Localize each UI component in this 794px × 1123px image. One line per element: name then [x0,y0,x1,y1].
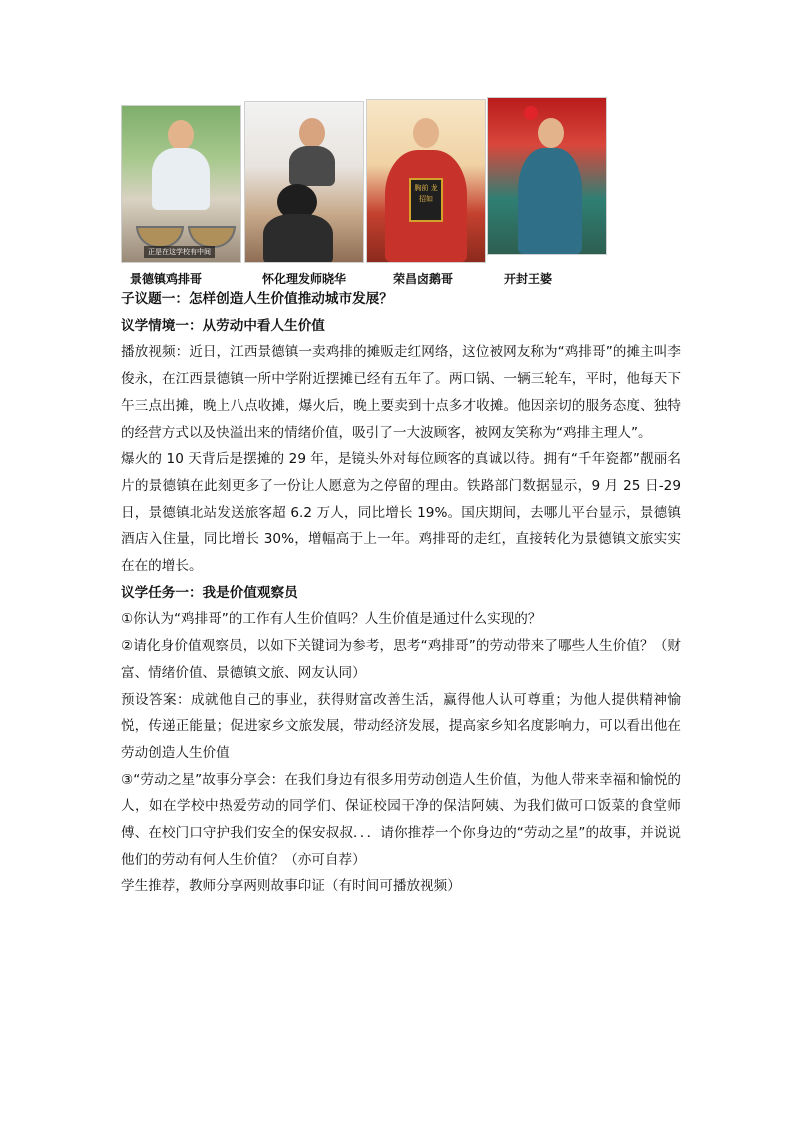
barber-body [289,146,335,186]
task-title: 议学任务一：我是价值观察员 [121,584,298,601]
data-paragraph: 爆火的 10 天背后是摆摊的 29 年，是镜头外对每位顾客的真诚以待。拥有“千年瓷都”靓丽名片的景德镇在此刻更多了一份让人愿意为之停留的理由。铁路部门数据显示，9 月 25 日-29 日，景德镇北站发送旅客超 6.2 万人，同比增长 19%。国庆期间，去哪儿平台显示，景德镇酒店入住量，同比增长 30%，增幅高于上一年。鸡排哥的走红，直接转化为景德镇文旅实实在在的增长。 [121,451,681,575]
customer-cape [263,214,333,263]
product-bag: 胸前 龙招如 [409,178,443,222]
photo-braised-goose-seller [366,99,486,263]
frying-pot-left [136,226,184,248]
document-body [121,286,681,900]
question-3: ③“劳动之星”故事分享会：在我们身边有很多用劳动创造人生价值，为他人带来幸福和愉悦的人，如在学校中热爱劳动的同学们、保证校园干净的保洁阿姨、为我们做可口饭菜的食堂师傅、在校门口守护我们安全的保安叔叔．．．请你推荐一个你身边的“劳动之星”的故事，并说说他们的劳动有何人生价值？（亦可自荐） [121,771,681,868]
question-2: ②请化身价值观察员，以如下关键词为参考，思考“鸡排哥”的劳动带来了哪些人生价值？（财富、情绪价值、景德镇文旅、网友认同） [121,638,681,681]
photo-captions [0,270,794,286]
closing-note: 学生推荐，教师分享两则故事印证（有时间可播放视频） [121,878,461,895]
caption-kaifeng-wangpo: 开封王婆 [504,272,553,286]
subtopic-title: 子议题一：怎样创造人生价值推动城市发展？ [121,291,393,307]
photo-barber [244,101,364,263]
wangpo-head [538,118,564,148]
situation-title: 议学情境一：从劳动中看人生价值 [121,317,325,334]
video-subtitle: 正是在这学校有中间 [144,246,215,258]
question-1: ①你认为“鸡排哥”的工作有人生价值吗？人生价值是通过什么实现的？ [121,611,542,628]
photo-chicken-chop-vendor [121,105,241,263]
caption-chicken-chop-vendor: 景德镇鸡排哥 [130,272,203,286]
preset-answer: 预设答案：成就他自己的事业，获得财富改善生活，赢得他人认可尊重；为他人提供精神愉悦，传递正能量；促进家乡文旅发展，带动经济发展，提高家乡知名度影响力，可以看出他在劳动创造人生价值 [121,691,681,761]
hair-flower [524,106,538,120]
vendor-head [168,120,194,150]
caption-braised-goose-seller: 荣昌卤鹅哥 [393,272,454,286]
barber-head [299,118,325,148]
video-paragraph: 播放视频：近日，江西景德镇一卖鸡排的摊贩走红网络，这位被网友称为“鸡排哥”的摊主叫李俊永，在江西景德镇一所中学附近摆摊已经有五年了。两口锅、一辆三轮车，平时，他每天下午三点出摊，晚上八点收摊，爆火后，晚上要卖到十点多才收摊。他因亲切的服务态度、独特的经营方式以及快溢出来的情绪价值，吸引了一大波顾客，被网友笑称为“鸡排主理人”。 [121,344,681,441]
photo-kaifeng-wangpo [487,97,607,255]
wangpo-dress [518,148,582,254]
frying-pot-right [188,226,236,248]
seller-head [413,118,439,148]
vendor-shirt [152,148,210,210]
photo-strip [121,97,611,289]
caption-barber: 怀化理发师晓华 [262,272,347,286]
